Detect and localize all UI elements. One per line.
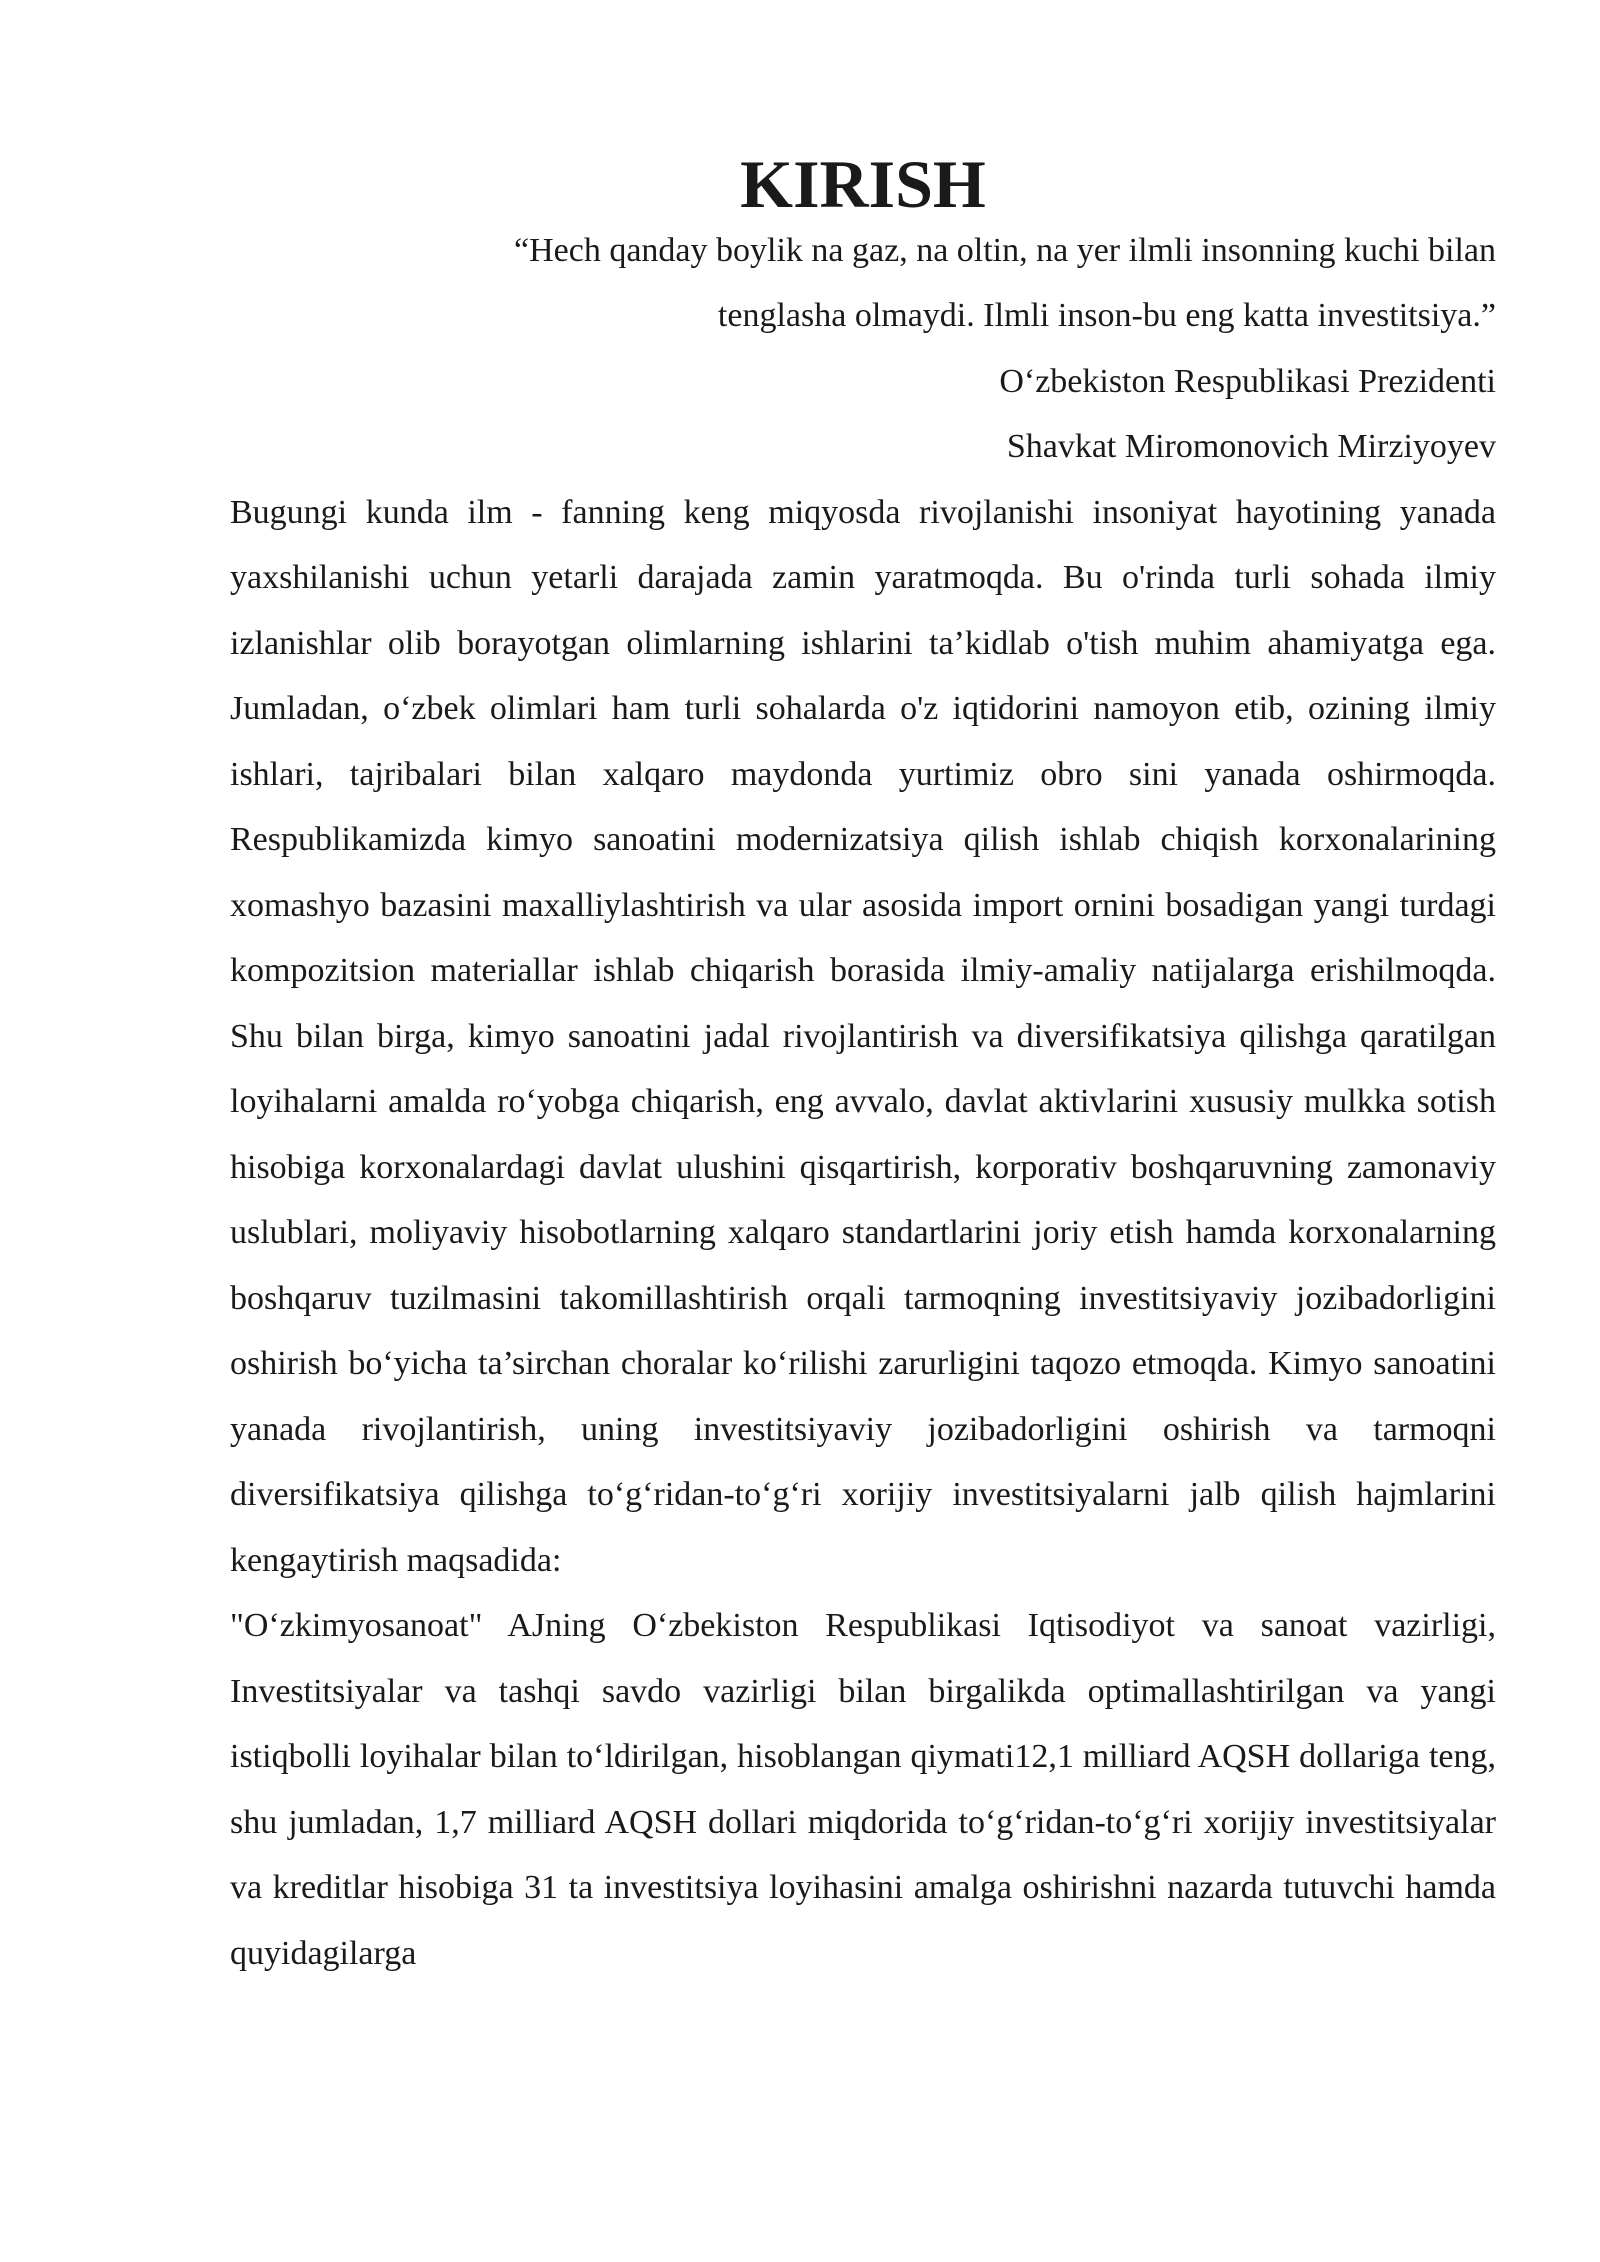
document-title: KIRISH: [740, 146, 986, 222]
epigraph-quote: “Hech qanday boylik na gaz, na oltin, na yer ilmli insonning kuchi bilan tenglasha olmaydi. Ilmli inson-bu eng katta investitsiya.”: [514, 231, 1496, 334]
document-page: [230, 146, 1496, 1986]
epigraph-author-name: Shavkat Miromonovich Mirziyoyev: [1006, 428, 1496, 465]
epigraph-quote-block: [480, 218, 1496, 349]
body-paragraph-1: Bugungi kunda ilm - fanning keng miqyosda rivojlanishi insoniyat hayotining yanada yaxshilanishi uchun yetarli darajada zamin yaratmoqda. Bu o'rinda turli sohada ilmiy izlanishlar olib borayotgan olimlarning ishlarini ta’kidlab o'tish muhim ahamiyatga ega. Jumladan, o‘zbek olimlari ham turli sohalarda o'z iqtidorini namoyon etib, ozining ilmiy ishlari, tajribalari bilan xalqaro maydonda yurtimiz obro sini yanada oshirmoqda. Respublikamizda kimyo sanoatini modernizatsiya qilish ishlab chiqish korxonalarining xomashyo bazasini maxalliylashtirish va ular asosida import ornini bosadigan yangi turdagi kompozitsion materiallar ishlab chiqarish borasida ilmiy-amaliy natijalarga erishilmoqda. Shu bilan birga, kimyo sanoatini jadal rivojlantirish va diversifikatsiya qilishga qaratilgan loyihalarni amalda ro‘yobga chiqarish, eng avvalo, davlat aktivlarini xususiy mulkka sotish hisobiga korxonalardagi davlat ulushini qisqartirish, korporativ boshqaruvning zamonaviy uslublari, moliyaviy hisobotlarning xalqaro standartlarini joriy etish hamda korxonalarning boshqaruv tuzilmasini takomillashtirish orqali tarmoqning investitsiyaviy jozibadorligini oshirish bo‘yicha ta’sirchan choralar ko‘rilishi zarurligini taqozo etmoqda. Kimyo sanoatini yanada rivojlantirish, uning investitsiyaviy jozibadorligini oshirish va tarmoqni diversifikatsiya qilishga to‘g‘ridan-to‘g‘ri xorijiy investitsiyalarni jalb qilish hajmlarini kengaytirish maqsadida:: [230, 493, 1496, 1579]
epigraph-author-title: O‘zbekiston Respublikasi Prezidenti: [999, 362, 1496, 400]
body-paragraph-2: "O‘zkimyosanoat" AJning O‘zbekiston Respublikasi Iqtisodiyot va sanoat vazirligi, Investitsiyalar va tashqi savdo vazirligi bilan birgalikda optimallashtirilgan va yangi istiqbolli loyihalar bilan to‘ldirilgan, hisoblangan qiymati12,1 milliard AQSH dollariga teng, shu jumladan, 1,7 milliard AQSH dollari miqdorida to‘g‘ridan-to‘g‘ri xorijiy investitsiyalar va kreditlar hisobiga 31 ta investitsiya loyihasini amalga oshirishni nazarda tutuvchi hamda quyidagilarga: [230, 1607, 1496, 1972]
